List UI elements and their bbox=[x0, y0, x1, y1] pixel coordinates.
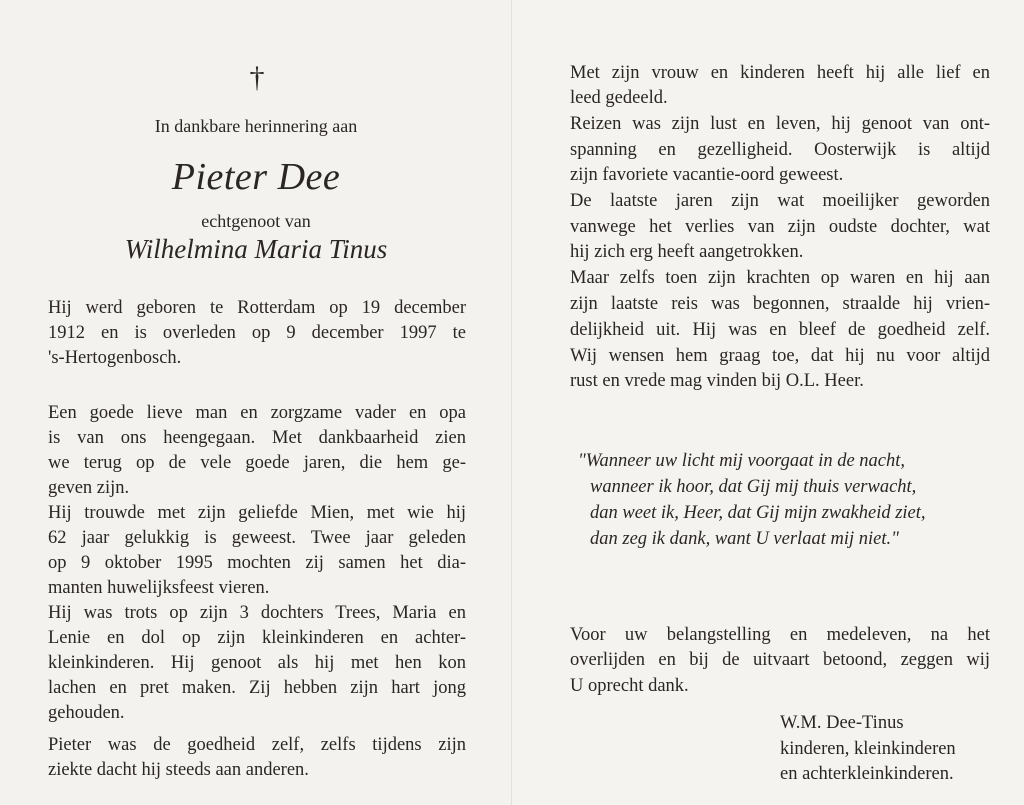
body-line: gehouden. bbox=[48, 703, 125, 723]
signature-line: en achterkleinkinderen. bbox=[780, 764, 954, 784]
signature-line: kinderen, kleinkinderen bbox=[780, 739, 956, 759]
body-line: manten huwelijksfeest vieren. bbox=[48, 578, 270, 598]
cross-icon: † bbox=[249, 61, 265, 94]
body-line: op 9 oktober 1995 mochten zij samen het dia- bbox=[48, 553, 466, 573]
poem-line: "Wanneer uw licht mij voorgaat in de nacht, bbox=[578, 451, 906, 471]
right-body-line: leed gedeeld. bbox=[570, 88, 668, 108]
right-body-line: zijn favoriete vacantie-oord geweest. bbox=[570, 165, 844, 185]
poem-line: dan weet ik, Heer, dat Gij mijn zwakheid ziet, bbox=[590, 503, 926, 523]
body-line: lachen en pret maken. Zij hebben zijn hart jong bbox=[48, 678, 466, 698]
body-line: Hij trouwde met zijn geliefde Mien, met wie hij bbox=[48, 503, 466, 523]
right-body-line: spanning en gezelligheid. Oosterwijk is altijd bbox=[570, 140, 990, 160]
thanks-line: U oprecht dank. bbox=[570, 676, 689, 696]
spouse-name: Wilhelmina Maria Tinus bbox=[124, 234, 388, 264]
deceased-name: Pieter Dee bbox=[171, 156, 341, 198]
right-body-line: vanwege het verlies van zijn oudste dochter, wat bbox=[570, 217, 990, 237]
right-body-line: hij zich erg heeft aangetrokken. bbox=[570, 242, 804, 262]
thanks-line: overlijden en bij de uitvaart betoond, zeggen wij bbox=[570, 650, 990, 670]
body-line: ziekte dacht hij steeds aan anderen. bbox=[48, 760, 309, 780]
right-body-line: De laatste jaren zijn wat moeilijker geworden bbox=[570, 191, 990, 211]
right-body-line: Wij wensen hem graag toe, dat hij nu voor altijd bbox=[570, 346, 990, 366]
body-line: Hij was trots op zijn 3 dochters Trees, Maria en bbox=[48, 603, 466, 623]
right-body-line: zijn laatste reis was begonnen, straalde hij vrien- bbox=[570, 294, 990, 314]
body-line: Een goede lieve man en zorgzame vader en opa bbox=[48, 403, 466, 423]
body-line: is van ons heengegaan. Met dankbaarheid zien bbox=[48, 428, 466, 448]
birth-line: 's-Hertogenbosch. bbox=[48, 348, 182, 368]
body-line: Lenie en dol op zijn kleinkinderen en achter- bbox=[48, 628, 466, 648]
body-line: 62 jaar gelukkig is geweest. Twee jaar geleden bbox=[48, 528, 466, 548]
signature-line: W.M. Dee-Tinus bbox=[780, 713, 904, 733]
right-body-line: Maar zelfs toen zijn krachten op waren en hij aan bbox=[570, 268, 990, 288]
birth-line: Hij werd geboren te Rotterdam op 19 december bbox=[48, 298, 466, 318]
intro-text: In dankbare herinnering aan bbox=[154, 116, 358, 136]
poem-line: dan zeg ik dank, want U verlaat mij niet." bbox=[590, 529, 899, 549]
right-body-line: Met zijn vrouw en kinderen heeft hij alle lief en bbox=[570, 63, 990, 83]
right-body-line: delijkheid uit. Hij was en bleef de goedheid zelf. bbox=[570, 320, 990, 340]
birth-line: 1912 en is overleden op 9 december 1997 te bbox=[48, 323, 466, 343]
spouse-label: echtgenoot van bbox=[201, 211, 311, 231]
poem-line: wanneer ik hoor, dat Gij mij thuis verwacht, bbox=[590, 477, 917, 497]
right-body-line: Reizen was zijn lust en leven, hij genoot van ont- bbox=[570, 114, 990, 134]
body-line: Pieter was de goedheid zelf, zelfs tijdens zijn bbox=[48, 735, 466, 755]
body-line: kleinkinderen. Hij genoot als hij met hen kon bbox=[48, 653, 466, 673]
body-line: we terug op de vele goede jaren, die hem ge- bbox=[48, 453, 466, 473]
thanks-line: Voor uw belangstelling en medeleven, na het bbox=[570, 625, 990, 645]
right-body-line: rust en vrede mag vinden bij O.L. Heer. bbox=[570, 371, 864, 391]
body-line: geven zijn. bbox=[48, 478, 130, 498]
